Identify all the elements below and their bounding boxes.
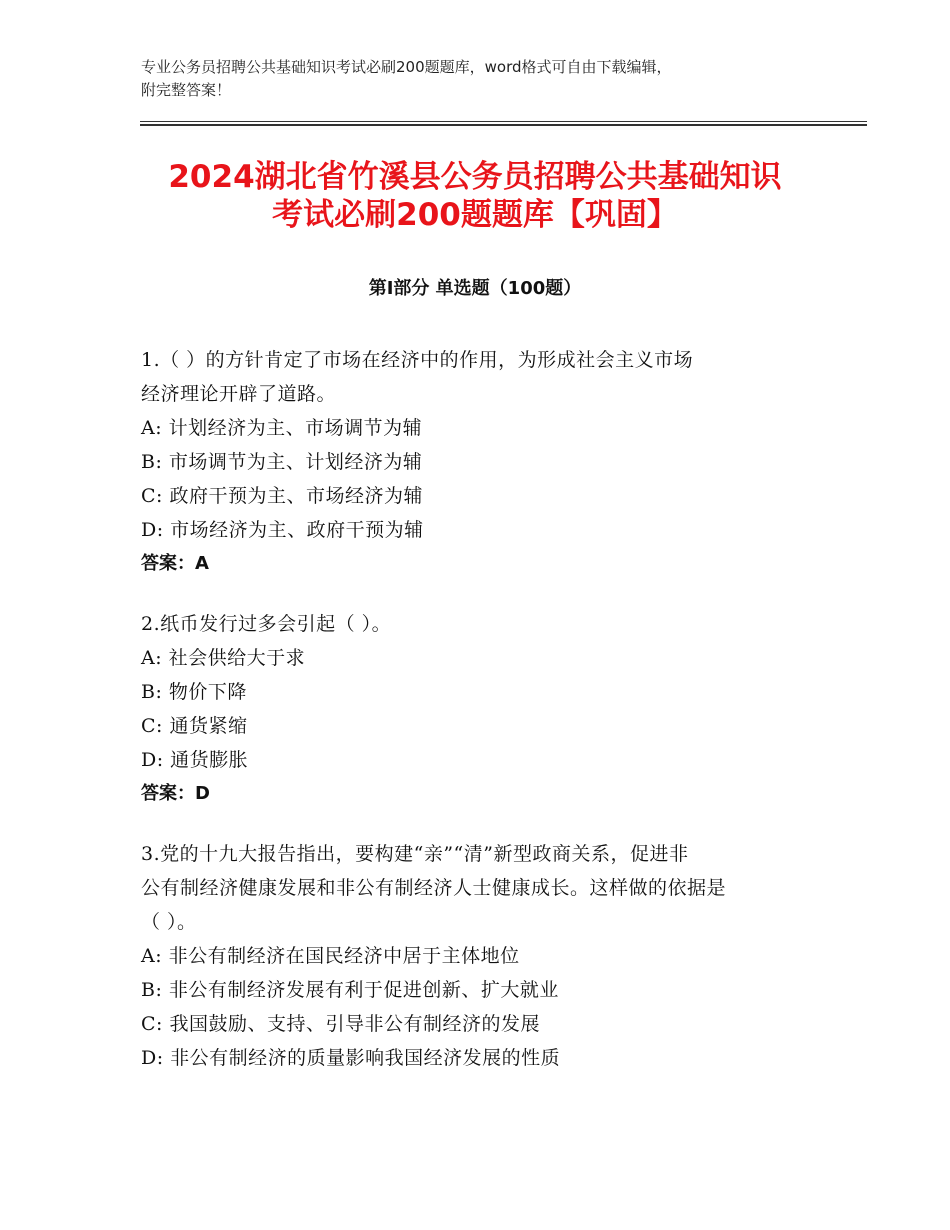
option-c: C: 政府干预为主、市场经济为辅 (141, 485, 423, 507)
question-list (141, 343, 821, 1101)
option-d: D: 市场经济为主、政府干预为辅 (141, 519, 424, 541)
question-text-line: 经济理论开辟了道路。 (141, 383, 337, 405)
option-c: C: 我国鼓励、支持、引导非公有制经济的发展 (141, 1013, 540, 1035)
question-text-line: 1.（ ）的方针肯定了市场在经济中的作用，为形成社会主义市场 (141, 349, 694, 371)
question-1 (141, 343, 821, 581)
option-d: D: 通货膨胀 (141, 749, 249, 771)
document-title-line-2: 考试必刷200题题库【巩固】 (272, 197, 678, 233)
document-title (120, 158, 830, 234)
header-note-line-2: 附完整答案！ (141, 81, 232, 99)
section-heading: 第Ⅰ部分 单选题（100题） (368, 278, 582, 299)
option-a: A: 计划经济为主、市场调节为辅 (141, 417, 423, 439)
option-b: B: 市场调节为主、计划经济为辅 (141, 451, 423, 473)
question-text-line: 3.党的十九大报告指出，要构建“亲”“清”新型政商关系，促进非 (141, 843, 689, 865)
option-a: A: 社会供给大于求 (141, 647, 306, 669)
header-note (141, 56, 811, 102)
question-text-line: 公有制经济健康发展和非公有制经济人士健康成长。这样做的依据是 (141, 877, 727, 899)
document-title-line-1: 2024湖北省竹溪县公务员招聘公共基础知识 (168, 159, 782, 195)
option-b: B: 非公有制经济发展有利于促进创新、扩大就业 (141, 979, 559, 1001)
option-d: D: 非公有制经济的质量影响我国经济发展的性质 (141, 1047, 561, 1069)
answer: 答案：A (141, 553, 209, 574)
answer: 答案：D (141, 783, 210, 804)
header-divider (140, 121, 867, 126)
question-text-line: 2.纸币发行过多会引起（ ）。 (141, 613, 392, 635)
option-b: B: 物价下降 (141, 681, 247, 703)
question-2 (141, 607, 821, 811)
option-a: A: 非公有制经济在国民经济中居于主体地位 (141, 945, 520, 967)
question-text-line: （ ）。 (141, 911, 197, 933)
option-c: C: 通货紧缩 (141, 715, 248, 737)
question-3 (141, 837, 821, 1075)
header-note-line-1: 专业公务员招聘公共基础知识考试必刷200题题库，word格式可自由下载编辑， (141, 58, 672, 76)
